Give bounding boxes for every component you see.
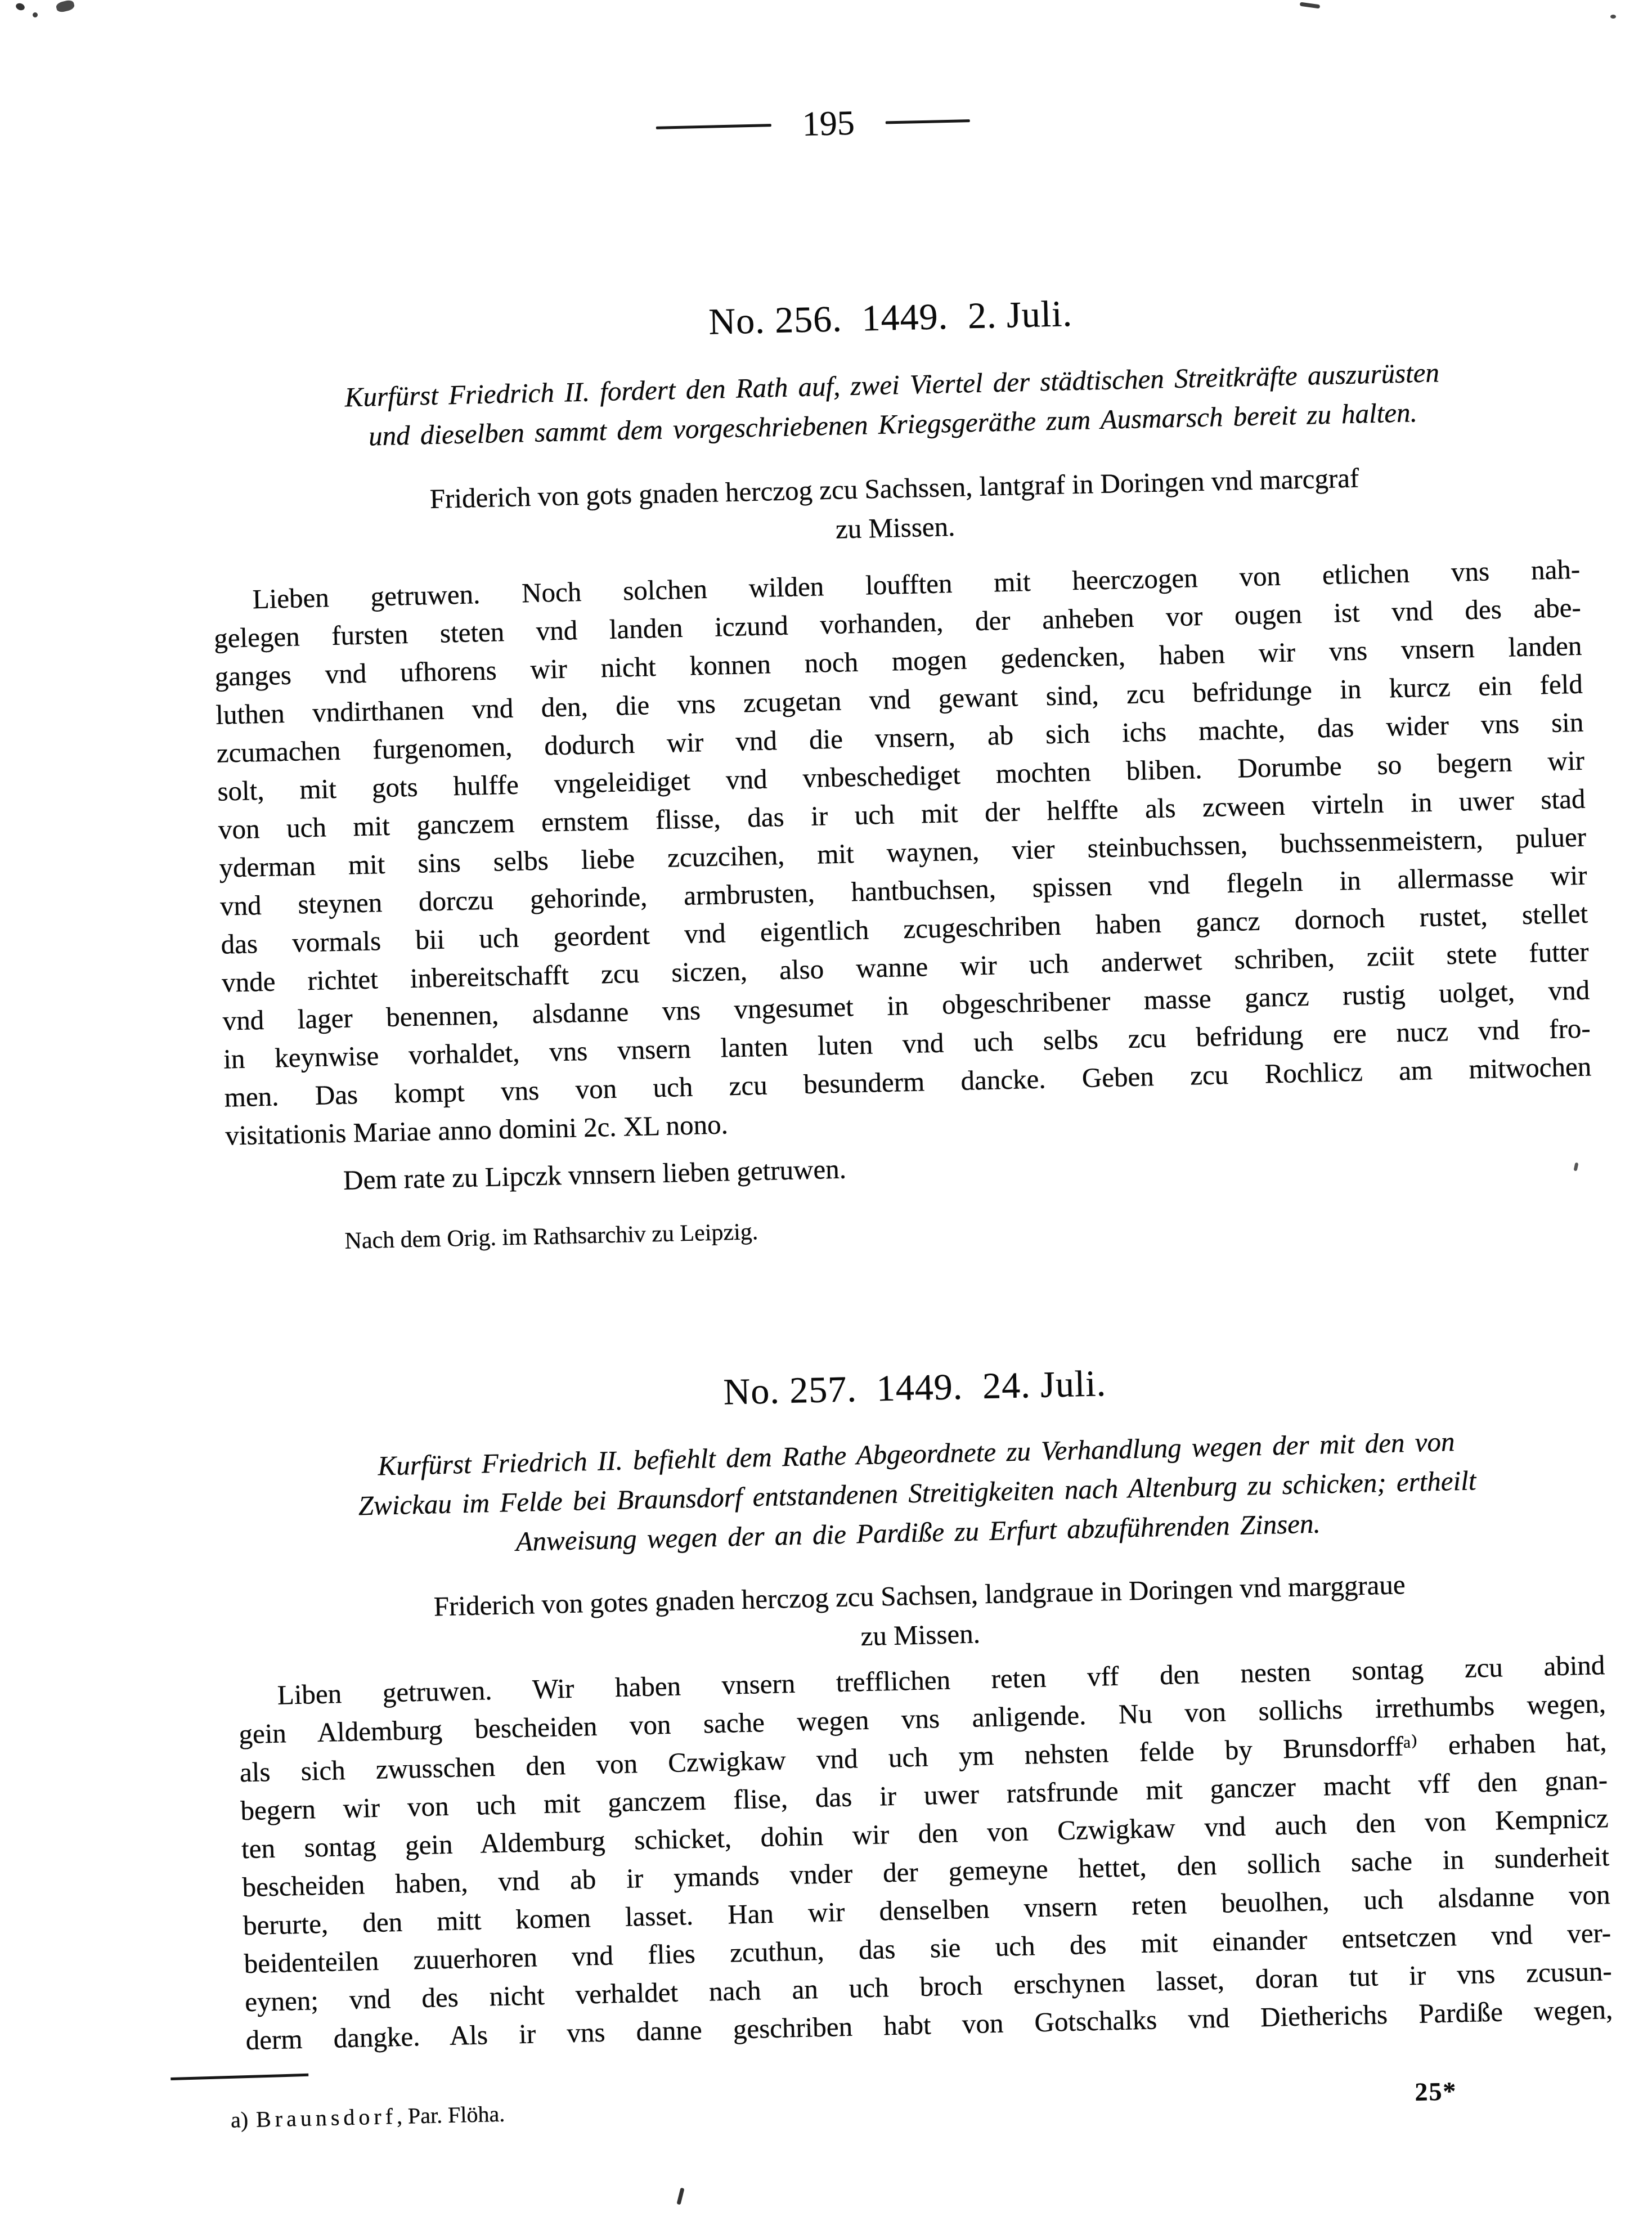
document-257-salutation: Friderich von gotes gnaden herczog zcu Sachsen, landgraue in Doringen vnd marggraue zu Missen. <box>433 1569 1406 1652</box>
document-256-body: Lieben getruwen. Noch solchen wilden loufften mit heerczogen von etlichen vns nah- gelegen fursten steten vnd landen iczund vorhanden, der anheben vor ougen ist vnd des abe- ganges vnd ufhorens wir nicht konnen noch mogen gedencken, haben wir vns vnsern landen luthen vndirthanen vnd den, die vns zcugetan vnd gewant sind, zcu befridunge in kurcz ein feld zcumachen furgenomen, dodurch wir vnd die vnsern, ab sich ichs machte, das wider vns sin solt, mit gots hulffe vngeleidiget vnd vnbeschediget mochten bliben. Dorumbe so begern wir von uch mit ganczem ernstem flisse, das ir uch mit der helffte als zcween virteln in uwer stad yderman mit sins selbs liebe zcuzcihen, mit waynen, vier steinbuchssen, buchssenmeistern, puluer vnd steynen dorczu gehorinde, armbrusten, hantbuchsen, spissen vnd flegeln in allermasse wir das vormals bii uch geordent vnd eigentlich zcugeschriben haben gancz dornoch rustet, stellet vnde richtet inbereitschafft zcu siczen, also wanne wir uch anderwet schriben, zciit stete futter vnd lager benennen, alsdanne vns vngesumet in obgeschribener masse gancz rustig uolget, vnd in keynwise vorhaldet, vns vnsern lanten luten vnd uch selbs zcu befridung ere nucz vnd fro- men. Das kompt vns von uch zcu besunderm dancke. Geben zcu Rochlicz am mitwochen <box>213 553 1592 1113</box>
document-257-heading: No. 257. 1449. 24. Juli. <box>722 1363 1107 1413</box>
document-256 <box>206 282 1595 1260</box>
page-number: 195 <box>802 104 855 143</box>
document-257-body: Liben getruwen. Wir haben vnsern trefflichen reten vff den nesten sontag zcu abind gein Aldemburg bescheiden von sache wegen vns anligende. Nu von sollichs irrethumbs wegen, als sich zwusschen den von Czwigkaw vnd uch ym nehsten felde by Brunsdorffᵃ⁾ erhaben hat, begern wir von uch mit ganczem flise, das ir uwer ratsfrunde mit ganczer macht vff den gnan- ten sontag gein Aldemburg schicket, dohin wir den von Czwigkaw vnd auch den von Kempnicz bescheiden haben, vnd ab ir ymands vnder der gemeyne hettet, den sollich sache in sunderheit berurte, den mitt komen lasset. Han wir denselben vnsern reten beuolhen, uch alsdanne von beidenteilen zuuerhoren vnd flies zcuthun, das sie uch des mit einander entsetczen vnd ver- eynen; vnd des nicht verhaldet nach an uch broch erschynen lasset, doran tut ir vns zcusun- derm dangke. Als ir vns danne geschriben habt von Gotschalks vnd Dietherichs Pardiße wegen, <box>238 1649 1613 2056</box>
document-256-source-note: Nach dem Orig. im Rathsarchiv zu Leipzig. <box>344 1219 758 1254</box>
signature-mark: 25* <box>1414 2076 1457 2107</box>
document-257 <box>231 1352 1613 2060</box>
document-256-salutation: Friderich von gots gnaden herczog zcu Sachssen, lantgraf in Doringen vnd marcgraf zu Missen. <box>429 462 1359 545</box>
page-header <box>129 91 1497 158</box>
footnote <box>230 2099 505 2135</box>
document-257-summary: Kurfürst Friedrich II. befiehlt dem Rathe Abgeordnete zu Verhandlung wegen der mit den von Zwickau im Felde bei Braunsdorf entstandenen Streitigkeiten nach Altenburg zu schicken; ertheilt Anweisung wegen der an die Pardiße zu Erfurt abzuführenden Zinsen. <box>358 1426 1476 1558</box>
page-footer <box>230 2073 1615 2134</box>
ink-speck <box>1610 15 1616 19</box>
ink-speck <box>676 2188 684 2205</box>
footnote-marker: a) <box>230 2107 249 2133</box>
footnote-place-name: Braunsdorf <box>255 2103 397 2132</box>
document-256-summary: Kurfürst Friedrich II. fordert den Rath auf, zwei Viertel der städtischen Streitkräfte auszurüsten und dieselben sammt dem vorgeschriebenen Kriegsgeräthe zum Ausmarsch bereit zu halten. <box>344 357 1440 452</box>
ink-speck <box>33 12 38 17</box>
ink-speck <box>55 0 75 14</box>
header-rule-left <box>656 124 771 129</box>
page-content <box>200 0 1615 2134</box>
document-256-heading: No. 256. 1449. 2. Juli. <box>708 293 1073 343</box>
header-rule-right <box>886 119 970 124</box>
document-256-body-last-line: visitationis Mariae anno domini 2c. XL nono. <box>225 1109 729 1151</box>
footnote-rule <box>170 2074 308 2080</box>
footnote-text: , Par. Flöha. <box>396 2101 505 2129</box>
document-256-address: Dem rate zu Lipczk vnnsern lieben getruwen. <box>343 1153 847 1196</box>
ink-speck <box>15 2 25 12</box>
